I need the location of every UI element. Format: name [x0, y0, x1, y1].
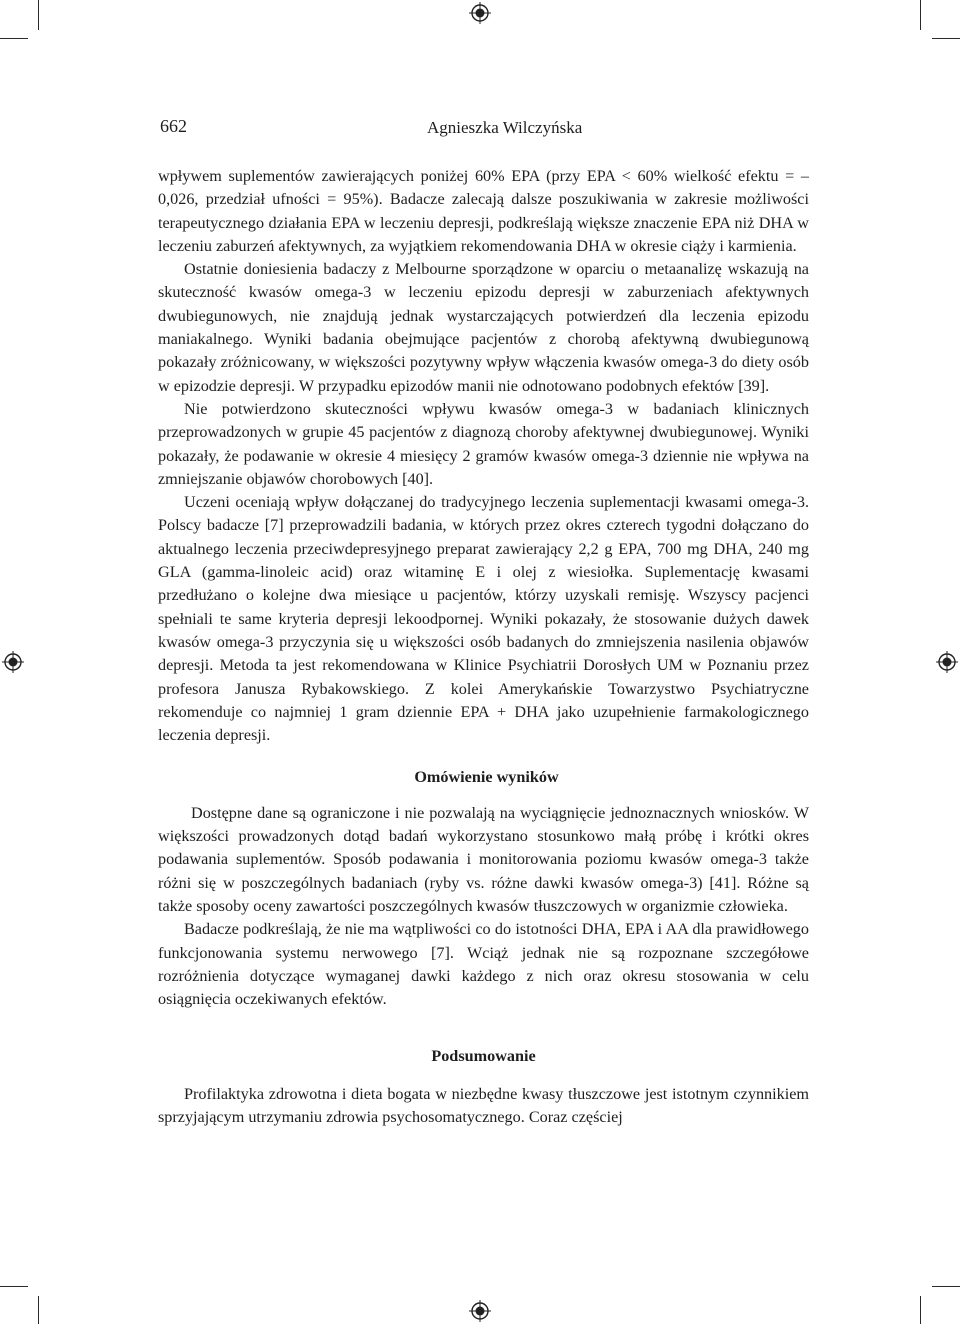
body-paragraph-continued: wpływem suplementów zawierających poniżej 60% EPA (przy EPA < 60% wielkość efektu = –0,026, przedział ufności = 95%). Badacze zalecają dalsze poszukiwania w zakresie możliwości terapeutycznego działania EPA w leczeniu depresji, podkreślają większe znaczenie EPA niż DHA w leczeniu zaburzeń afektywnych, za wyjątkiem rekomendowania DHA w okresie ciąży i karmienia. [158, 167, 809, 255]
article-body [158, 165, 809, 1129]
crop-mark-top-left [38, 0, 39, 30]
running-header [158, 116, 808, 144]
section-heading-discussion: Omówienie wyników [414, 768, 559, 787]
registration-crosshair-icon [936, 651, 958, 673]
body-paragraph: Ostatnie doniesienia badaczy z Melbourne sporządzone w oparciu o metaanalizę wskazują na skuteczność kwasów omega-3 w leczeniu epizodu depresji w zaburzeniach afektywnych dwubiegunowych, nie znajdują jednak wystarczających potwierdzeń dla leczenia epizodu maniakalnego. Wyniki badania obejmujące pacjentów z chorobą afektywną dwubiegunową pokazały zróżnicowany, w większości pozytywny wpływ włączenia kwasów omega-3 do diety osób w epizodzie depresji. W przypadku epizodów manii nie odnotowano podobnych efektów [39]. [158, 260, 809, 395]
registration-crosshair-icon [469, 1300, 491, 1322]
crop-mark-bottom-right [920, 1296, 921, 1324]
crop-mark-right-top [932, 38, 960, 39]
registration-crosshair-icon [2, 651, 24, 673]
crop-mark-bottom-left [38, 1296, 39, 1324]
body-paragraph: Nie potwierdzono skuteczności wpływu kwasów omega-3 w badaniach klinicznych przeprowadzonych w grupie 45 pacjentów z diagnozą choroby afektywnej dwubiegunowej. Wyniki pokazały, że podawanie w okresie 4 miesięcy 2 gramów kwasów omega-3 dziennie nie wpływa na zmniejszanie objawów chorobowych [40]. [158, 399, 809, 488]
crop-mark-top-right [920, 0, 921, 30]
body-paragraph: Dostępne dane są ograniczone i nie pozwalają na wyciągnięcie jednoznacznych wniosków. W większości prowadzonych dotąd badań wykorzystano stosunkowo małą próbę i krótki okres podawania suplementów. Sposób podawania i monitorowania poziomu kwasów omega-3 także różni się w poszczególnych badaniach (ryby vs. różne dawki kwasów omega-3) [41]. Różne są także sposoby oceny zawartości poszczególnych kwasów tłuszczowych w organizmie człowieka. [158, 803, 809, 915]
body-paragraph: Profilaktyka zdrowotna i dieta bogata w niezbędne kwasy tłuszczowe jest istotnym czynnikiem sprzyjającym utrzymaniu zdrowia psychosomatycznego. Coraz częściej [158, 1084, 809, 1126]
body-paragraph: Uczeni oceniają wpływ dołączanej do tradycyjnego leczenia suplementacji kwasami omega-3. Polscy badacze [7] przeprowadzili badania, w których przez okres czterech tygodni dołączano do aktualnego leczenia przeciwdepresyjnego preparat zawierający 2,2 g EPA, 700 mg DHA, 240 mg GLA (gamma-linoleic acid) oraz witaminę E i olej z wiesiołka. Suplementację kwasami przedłużano o kolejne dwa miesiące u pacjentów, którzy uzyskali remisję. Wszyscy pacjenci spełniali te same kryteria depresji lekoodpornej. Wyniki pokazały, że stosowanie dużych dawek kwasów omega-3 przyczynia się u większości osób badanych do zmniejszenia nasilenia objawów depresji. Metoda ta jest rekomendowana w Klinice Psychiatrii Dorosłych UM w Poznaniu przez profesora Janusza Rybakowskiego. Z kolei Amerykańskie Towarzystwo Psychiatryczne rekomenduje co najmniej 1 gram dziennie EPA + DHA jako uzupełnienie farmakologicznego leczenia depresji. [158, 493, 809, 745]
crop-mark-left-top [0, 38, 28, 39]
section-heading-summary: Podsumowanie [431, 1047, 536, 1066]
body-paragraph: Badacze podkreślają, że nie ma wątpliwości co do istotności DHA, EPA i AA dla prawidłowego funkcjonowania systemu nerwowego [7]. Wciąż jednak nie są rozpoznane szczegółowe rozróżnienia dotyczące wymaganej dawki każdego z nich oraz okresu stosowania w celu osiągnięcia oczekiwanych efektów. [158, 920, 809, 1009]
registration-crosshair-icon [469, 2, 491, 24]
page-number: 662 [160, 116, 187, 136]
crop-mark-right-bottom [932, 1286, 960, 1287]
running-title: Agnieszka Wilczyńska [427, 118, 583, 137]
crop-mark-left-bottom [0, 1286, 28, 1287]
